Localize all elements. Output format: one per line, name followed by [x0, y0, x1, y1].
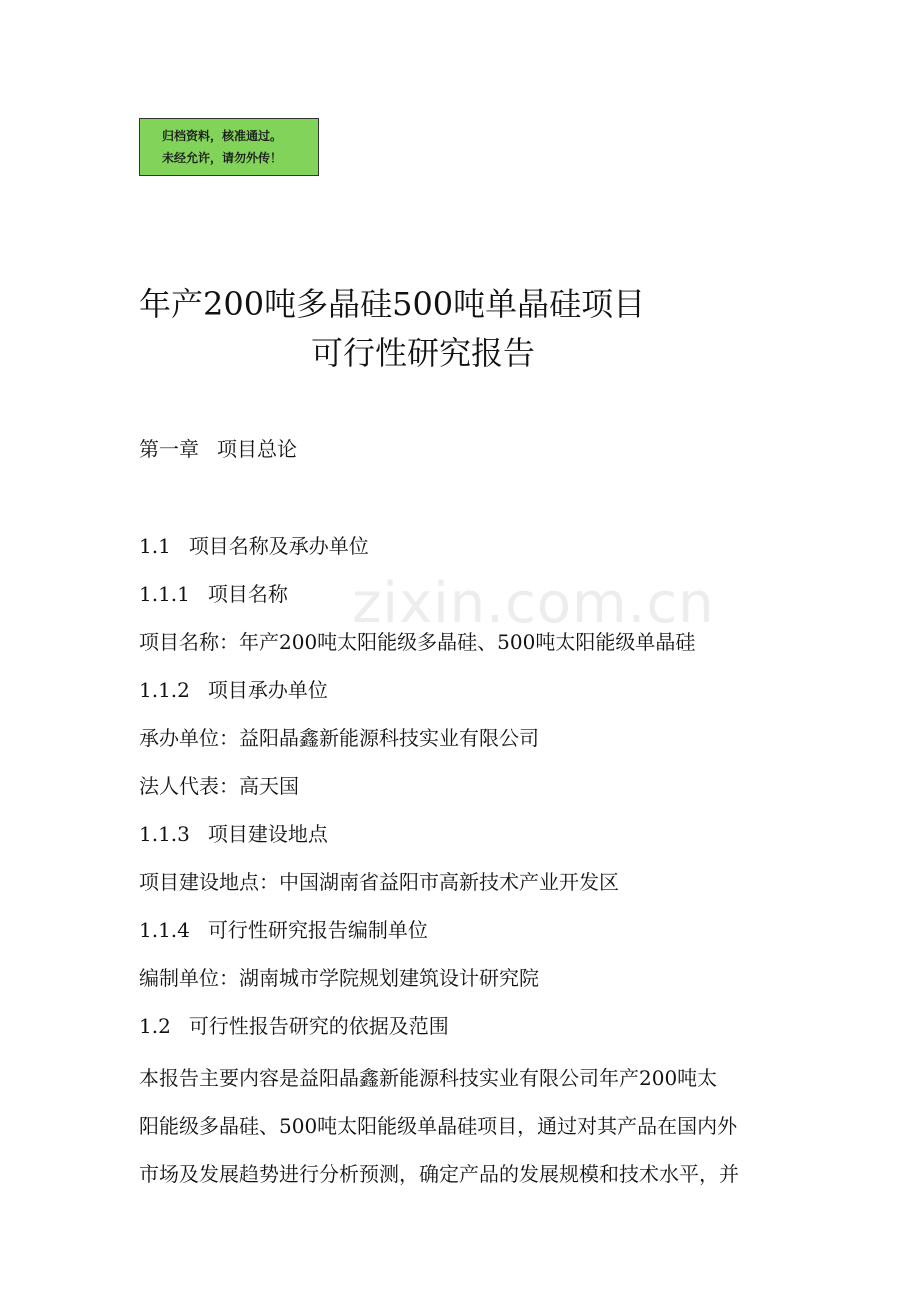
archive-stamp	[139, 118, 319, 176]
section-number: 1.1	[139, 534, 171, 558]
chapter-number: 第一章	[139, 437, 199, 461]
location-line: 项目建设地点：中国湖南省益阳市高新技术产业开发区	[139, 870, 619, 894]
section-number: 1.1.3	[139, 822, 190, 846]
section-heading-1-1-4	[139, 915, 428, 945]
section-title: 可行性报告研究的依据及范围	[188, 1014, 449, 1038]
body-paragraph-line: 阳能级多晶硅、500吨太阳能级单晶硅项目，通过对其产品在国内外	[139, 1114, 738, 1138]
section-heading-1-1-1	[139, 579, 288, 609]
section-heading-1-2	[139, 1011, 449, 1041]
undertaker-line: 承办单位：益阳晶鑫新能源科技实业有限公司	[139, 726, 539, 750]
section-number: 1.1.1	[139, 582, 190, 606]
document-title-line-2: 可行性研究报告	[311, 334, 536, 372]
section-heading-1-1-2	[139, 675, 328, 705]
section-title: 项目名称	[207, 582, 288, 606]
section-heading-1-1-3	[139, 819, 328, 849]
section-number: 1.1.2	[139, 678, 190, 702]
body-paragraph-line: 市场及发展趋势进行分析预测，确定产品的发展规模和技术水平，并	[139, 1162, 739, 1186]
stamp-line-2: 未经允许，请勿外传！	[162, 151, 283, 165]
watermark: zixin.com.cn	[352, 571, 715, 636]
chapter-title: 项目总论	[217, 437, 297, 461]
section-number: 1.2	[139, 1014, 171, 1038]
compiler-line: 编制单位：湖南城市学院规划建筑设计研究院	[139, 966, 539, 990]
section-heading-1-1	[139, 531, 369, 561]
section-title: 项目建设地点	[207, 822, 328, 846]
section-number: 1.1.4	[139, 918, 190, 942]
document-title-line-1: 年产200吨多晶硅500吨单晶硅项目	[139, 285, 646, 323]
section-title: 项目名称及承办单位	[188, 534, 369, 558]
project-name-line: 项目名称：年产200吨太阳能级多晶硅、500吨太阳能级单晶硅	[139, 630, 696, 654]
body-paragraph-line: 本报告主要内容是益阳晶鑫新能源科技实业有限公司年产200吨太	[139, 1066, 718, 1090]
chapter-heading	[139, 434, 297, 464]
section-title: 项目承办单位	[207, 678, 328, 702]
legal-rep-line: 法人代表：高天国	[139, 774, 299, 798]
stamp-line-1: 归档资料，核准通过。	[162, 129, 283, 143]
section-title: 可行性研究报告编制单位	[207, 918, 428, 942]
